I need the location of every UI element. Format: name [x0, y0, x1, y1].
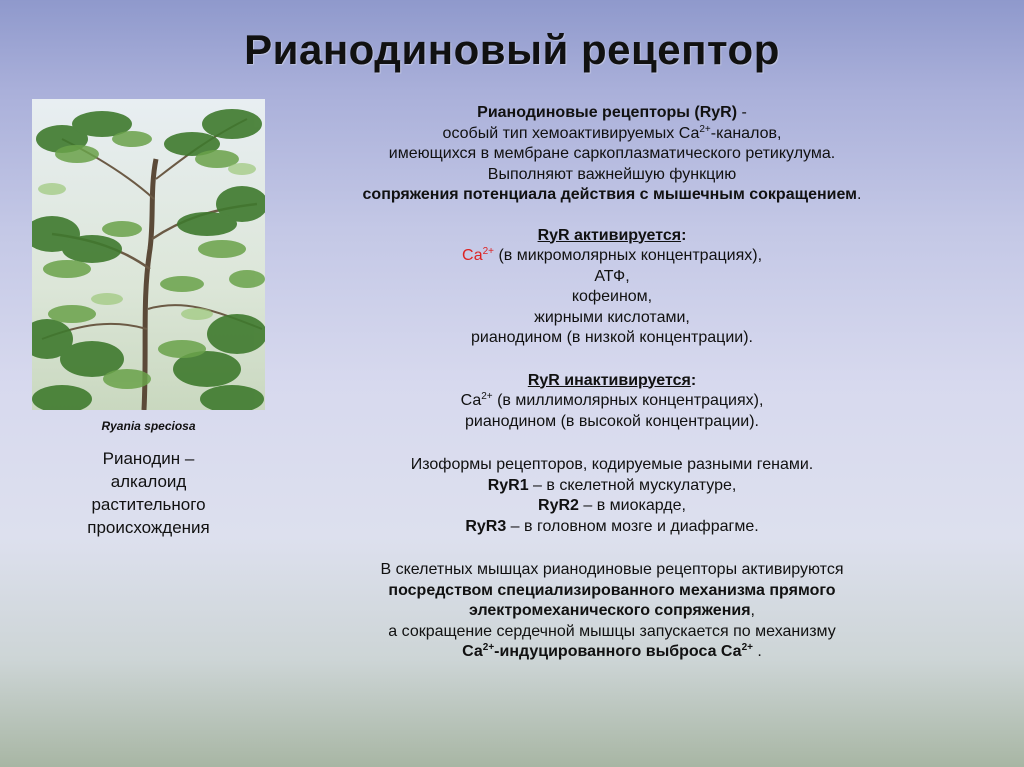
- conclusion-line: [282, 642, 942, 663]
- inactivation-item: рианодином (в высокой концентрации).: [465, 412, 759, 430]
- intro-text: особый тип хемоактивируемых Са: [442, 124, 700, 142]
- plant-latin-name: Ryania speciosa: [101, 419, 196, 433]
- ryanodine-note: [32, 447, 265, 539]
- inactivation-colon: :: [690, 371, 697, 389]
- conclusion-text: .: [752, 643, 762, 660]
- conclusion-line: В скелетных мышцах рианодиновые рецепторы активируются: [380, 561, 844, 578]
- slide-title: Рианодиновый рецептор: [244, 26, 780, 73]
- intro-text: -каналов,: [710, 124, 782, 142]
- superscript: 2+: [741, 642, 753, 653]
- calcium-label: Са: [460, 392, 482, 409]
- note-line: растительного: [91, 495, 206, 514]
- calcium-label: Са: [462, 643, 483, 660]
- main-text: [282, 103, 942, 663]
- activation-item: жирными кислотами,: [534, 308, 690, 326]
- calcium-label: Са: [461, 247, 483, 264]
- activation-colon: :: [681, 226, 687, 244]
- isoform-location: – в миокарде,: [578, 497, 686, 514]
- intro-text: .: [857, 186, 862, 203]
- inactivation-item: [282, 391, 942, 412]
- inactivation-heading-line: [282, 371, 942, 392]
- isoforms-heading: Изоформы рецепторов, кодируемые разными генами.: [410, 456, 814, 473]
- isoform-location: – в скелетной мускулатуре,: [528, 476, 737, 494]
- intro-line: [282, 185, 942, 206]
- note-line: происхождения: [87, 518, 210, 537]
- activation-heading-line: [282, 226, 942, 247]
- activation-heading: RyR активируется: [537, 226, 682, 244]
- intro-heading-dash: -: [737, 104, 747, 121]
- activation-text: (в микромолярных концентрациях),: [494, 247, 763, 264]
- inactivation-heading: RyR инактивируется: [527, 371, 691, 389]
- superscript: 2+: [482, 642, 495, 653]
- conclusion-text: ,: [750, 602, 755, 619]
- conclusion-line: посредством специализированного механизма прямого: [388, 581, 836, 599]
- intro-line: имеющихся в мембране саркоплазматического ретикулума.: [388, 145, 836, 162]
- isoform-name: RyR1: [487, 476, 529, 494]
- activation-item: [282, 246, 942, 267]
- superscript: 2+: [481, 391, 493, 402]
- plant-photo: [32, 99, 265, 410]
- conclusion-line: а сокращение сердечной мышцы запускается по механизму: [388, 622, 836, 640]
- isoform-item: [282, 496, 942, 517]
- note-line: Рианодин –: [102, 449, 195, 468]
- activation-item: кофеином,: [571, 288, 653, 305]
- conclusion-emphasis: -индуцированного выброса Са: [494, 643, 742, 660]
- intro-emphasis: сопряжения потенциала действия с мышечным сокращением: [362, 186, 858, 203]
- intro-line: Выполняют важнейшую функцию: [487, 165, 737, 183]
- plant-photo-icon: [32, 99, 265, 410]
- isoform-name: RyR2: [538, 497, 579, 514]
- isoform-item: [282, 517, 942, 538]
- superscript: 2+: [482, 246, 495, 257]
- intro-heading-line: [282, 103, 942, 124]
- conclusion-line: [282, 601, 942, 622]
- intro-heading: Рианодиновые рецепторы (RyR): [477, 104, 738, 121]
- activation-item: рианодином (в низкой концентрации).: [471, 329, 753, 346]
- superscript: 2+: [699, 123, 711, 135]
- isoform-location: – в головном мозге и диафрагме.: [506, 517, 759, 535]
- isoform-name: RyR3: [465, 517, 507, 535]
- inactivation-text: (в миллимолярных концентрациях),: [492, 392, 764, 409]
- intro-line: [282, 124, 942, 145]
- conclusion-emphasis: электромеханического сопряжения: [469, 602, 751, 619]
- note-line: алкалоид: [110, 472, 187, 491]
- activation-item: АТФ,: [594, 267, 630, 285]
- isoform-item: [282, 476, 942, 497]
